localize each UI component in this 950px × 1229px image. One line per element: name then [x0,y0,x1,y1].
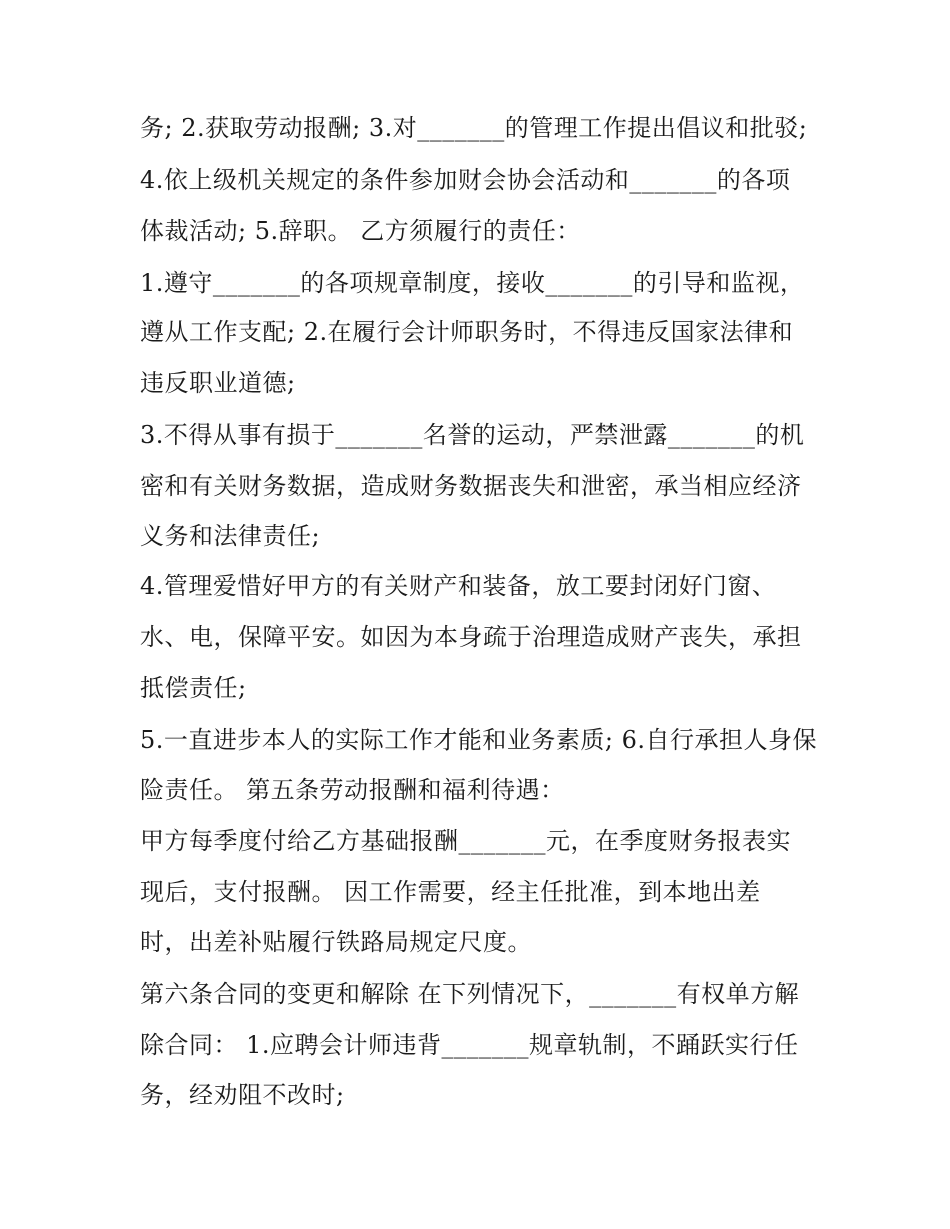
text-line: 遵从工作支配; 2.在履行会计师职务时，不得违反国家法律和 [140,318,794,346]
text-line: 3.不得从事有损于_______名誉的运动，严禁泄露_______的机 [140,421,805,449]
text-line: 4.管理爱惜好甲方的有关财产和装备，放工要封闭好门窗、 [140,572,777,600]
text-line: 义务和法律责任; [140,522,321,550]
text-line: 现后，支付报酬。 因工作需要，经主任批准，到本地出差 [140,878,761,906]
text-line: 险责任。 第五条劳动报酬和福利待遇： [140,776,565,804]
text-line: 1.遵守_______的各项规章制度，接收_______的引导和监视， [140,269,805,297]
text-line: 密和有关财务数据，造成财务数据丧失和泄密，承当相应经济 [140,472,802,500]
text-line: 甲方每季度付给乙方基础报酬_______元，在季度财务报表实 [140,827,791,855]
text-line: 务; 2.获取劳动报酬; 3.对_______的管理工作提出倡议和批驳; [140,114,808,142]
text-line: 除合同： 1.应聘会计师违背_______规章轨制，不踊跃实行任 [140,1031,799,1059]
text-line: 水、电，保障平安。如因为本身疏于治理造成财产丧失，承担 [140,623,802,651]
text-line: 违反职业道德; [140,369,296,397]
text-line: 时，出差补贴履行铁路局规定尺度。 [140,928,532,956]
text-line: 抵偿责任; [140,674,247,702]
text-line: 第六条合同的变更和解除 在下列情况下，_______有权单方解 [140,980,800,1008]
text-line: 务，经劝阻不改时; [140,1081,345,1109]
text-line: 体裁活动; 5.辞职。 乙方须履行的责任： [140,217,581,245]
text-line: 5.一直进步本人的实际工作才能和业务素质; 6.自行承担人身保 [140,726,818,754]
text-line: 4.依上级机关规定的条件参加财会协会活动和_______的各项 [140,166,791,194]
